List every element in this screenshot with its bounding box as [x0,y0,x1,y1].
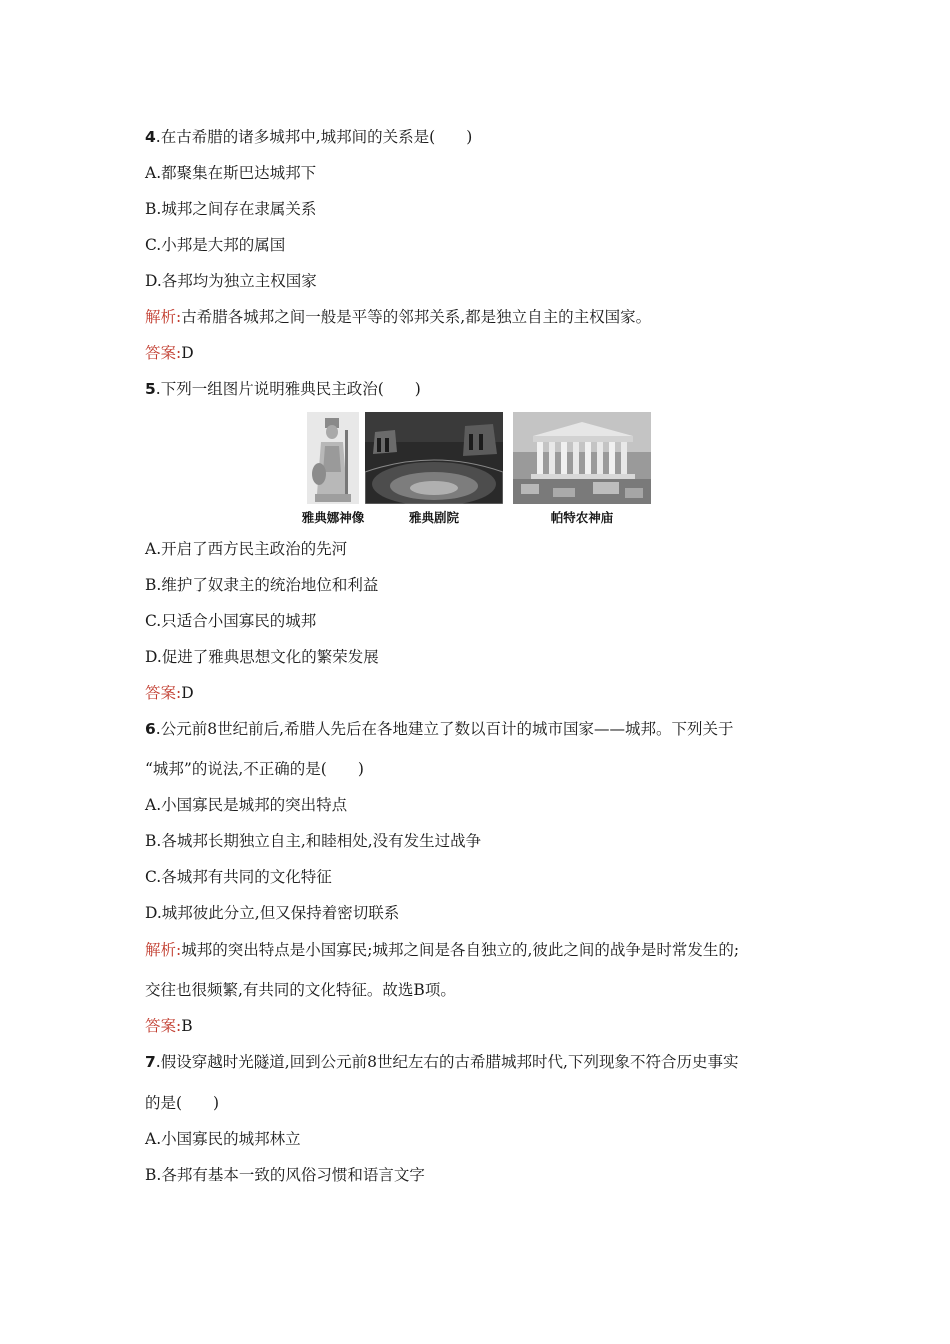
q5-option-d: D.促进了雅典思想文化的繁荣发展 [145,648,379,666]
q6-analysis [145,940,739,960]
q6-option-a: A.小国寡民是城邦的突出特点 [145,796,348,814]
q4-answer [145,343,194,363]
answer-value: D [181,684,194,702]
q6-option-b: B.各城邦长期独立自主,和睦相处,没有发生过战争 [145,832,482,850]
q6-option-d: D.城邦彼此分立,但又保持着密切联系 [145,904,400,922]
image-caption: 帕特农神庙 [550,510,614,525]
question-text: .公元前8世纪前后,希腊人先后在各地建立了数以百计的城市国家——城邦。下列关于 [155,720,734,738]
q4-analysis [145,307,651,327]
answer-label: 答案: [145,684,182,702]
answer-value: D [181,344,194,362]
question-5-stem [145,379,421,399]
question-7-stem-cont: 的是( ) [145,1094,220,1112]
question-6-stem [145,719,734,739]
question-number: 4 [145,128,156,146]
question-text: .下列一组图片说明雅典民主政治( ) [155,380,421,398]
q6-option-c: C.各城邦有共同的文化特征 [145,868,332,886]
q5-image-group [301,412,653,525]
q7-option-b: B.各邦有基本一致的风俗习惯和语言文字 [145,1166,425,1184]
question-4-stem [145,127,472,147]
answer-value: B [181,1017,193,1035]
q6-answer [145,1016,193,1036]
question-7-stem [145,1052,738,1072]
image-caption: 雅典剧院 [408,510,459,525]
q4-option-b: B.城邦之间存在隶属关系 [145,200,317,218]
q5-answer [145,683,194,703]
question-text: .在古希腊的诸多城邦中,城邦间的关系是( ) [155,128,473,146]
analysis-text: 城邦的突出特点是小国寡民;城邦之间是各自独立的,彼此之间的战争是时常发生的; [181,941,740,959]
q5-option-a: A.开启了西方民主政治的先河 [145,540,348,558]
q4-option-a: A.都聚集在斯巴达城邦下 [145,164,317,182]
analysis-text: 古希腊各城邦之间一般是平等的邻邦关系,都是独立自主的主权国家。 [181,308,652,326]
q4-option-d: D.各邦均为独立主权国家 [145,272,317,290]
answer-label: 答案: [145,344,182,362]
image-caption: 雅典娜神像 [301,510,365,525]
q5-option-b: B.维护了奴隶主的统治地位和利益 [145,576,379,594]
answer-label: 答案: [145,1017,182,1035]
athena-statue-photo [307,412,359,504]
analysis-label: 解析: [145,941,182,959]
question-number: 6 [145,720,156,738]
q6-analysis-cont: 交往也很频繁,有共同的文化特征。故选B项。 [145,981,456,999]
question-number: 5 [145,380,156,398]
question-number: 7 [145,1053,156,1071]
q4-option-c: C.小邦是大邦的属国 [145,236,286,254]
q7-option-a: A.小国寡民的城邦林立 [145,1130,301,1148]
question-text: .假设穿越时光隧道,回到公元前8世纪左右的古希腊城邦时代,下列现象不符合历史事实 [155,1053,739,1071]
analysis-label: 解析: [145,308,182,326]
question-6-stem-cont: “城邦”的说法,不正确的是( ) [145,760,364,778]
parthenon-photo [513,412,651,504]
q5-option-c: C.只适合小国寡民的城邦 [145,612,317,630]
athens-theater-photo [365,412,503,504]
